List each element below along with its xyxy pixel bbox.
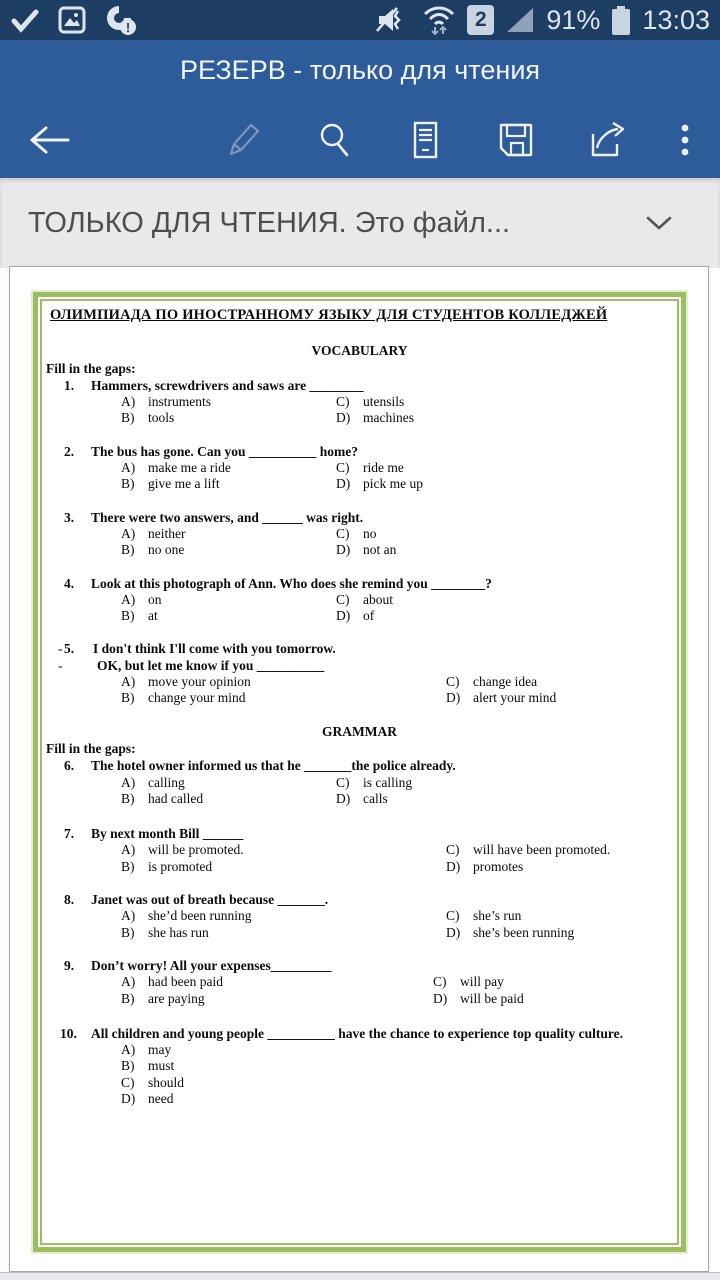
option: A) move your opinion (121, 674, 251, 690)
section-heading-vocabulary: VOCABULARY (311, 343, 408, 359)
option: A) neither (121, 525, 186, 541)
save-icon (494, 118, 538, 162)
save-button[interactable] (494, 118, 538, 162)
option: A) will be promoted. (121, 842, 244, 858)
option: D) not an (336, 542, 397, 558)
option: B) give me a lift (121, 476, 220, 492)
question-8: 8. Janet was out of breath because _______. A) she’d been running C) she’s run B) she has run D) she’s been running (46, 892, 673, 941)
search-icon (312, 118, 356, 162)
option: C) will pay (433, 974, 504, 990)
section-heading-grammar: GRAMMAR (322, 723, 397, 739)
chevron-down-icon[interactable] (644, 214, 674, 232)
option: C) utensils (336, 394, 405, 410)
app-bar (0, 40, 720, 178)
question-3: 3. There were two answers, and ______ was right. A) neither C) no B) no one D) not an (46, 510, 673, 559)
wifi-icon (420, 3, 458, 37)
overflow-menu-icon (678, 118, 692, 162)
option: C) should (121, 1074, 185, 1090)
battery-percent: 91% (546, 4, 601, 35)
option: D) will be paid (433, 990, 524, 1006)
doc-heading: ОЛИМПИАДА ПО ИНОСТРАННОМУ ЯЗЫКУ ДЛЯ СТУДЕНТОВ КОЛЛЕДЖЕЙ (50, 307, 608, 323)
back-button[interactable] (24, 118, 74, 162)
option: C) ride me (336, 460, 404, 476)
option: C) change idea (446, 674, 538, 690)
page-border-frame (33, 292, 686, 1252)
option: D) alert your mind (446, 690, 557, 706)
question-stem: Look at this photograph of Ann. Who does she remind you ________? (91, 575, 492, 591)
option: D) machines (336, 410, 414, 426)
question-7: 7. By next month Bill ______ A) will be promoted. C) will have been promoted. B) is promoted D) promotes (46, 826, 673, 875)
read-view-icon (403, 118, 447, 162)
option: A) may (121, 1042, 172, 1058)
signal-icon (503, 4, 537, 36)
clock: 13:03 (642, 4, 710, 35)
option: B) change your mind (121, 690, 246, 706)
question-2: 2. The bus has gone. Can you __________ home? A) make me a ride C) ride me B) give me a lift D) pick me up (46, 444, 673, 493)
option: B) no one (121, 542, 185, 558)
option: C) will have been promoted. (446, 842, 611, 858)
option: D) she’s been running (446, 924, 575, 940)
option: D) calls (336, 790, 388, 806)
document-scroll-area[interactable] (0, 268, 720, 1280)
disc-alert-icon (104, 3, 138, 37)
option: B) at (121, 608, 158, 624)
dialogue-line: - OK, but let me know if you __________ (58, 657, 325, 673)
question-4: 4. Look at this photograph of Ann. Who does she remind you ________? A) on C) about B) at D) of (46, 576, 673, 625)
option: B) had called (121, 790, 204, 806)
read-only-banner-text: ТОЛЬКО ДЛЯ ЧТЕНИЯ. Это файл... (28, 206, 511, 239)
overflow-menu-button[interactable] (678, 118, 692, 162)
question-6: 6. The hotel owner informed us that he _______the police already. A) calling C) is calling B) had called D) calls (46, 758, 673, 807)
option: C) no (336, 525, 377, 541)
battery-icon (609, 3, 633, 37)
search-button[interactable] (312, 118, 356, 162)
sim-card-icon: 2 (467, 5, 494, 35)
edit-pencil-icon (221, 118, 265, 162)
gallery-icon (56, 4, 88, 36)
question-stem: There were two answers, and ______ was right. (91, 509, 364, 525)
page-bottom-edge (0, 1272, 720, 1280)
instruction-label: Fill in the gaps: (46, 360, 136, 376)
edit-button[interactable] (221, 118, 265, 162)
option: B) is promoted (121, 858, 213, 874)
question-stem: The bus has gone. Can you __________ home? (91, 443, 359, 459)
question-stem: Janet was out of breath because _______. (91, 892, 329, 908)
option: A) she’d been running (121, 908, 252, 924)
option: D) pick me up (336, 476, 423, 492)
question-stem: The hotel owner informed us that he _______the police already. (91, 758, 456, 774)
option: C) she’s run (446, 908, 522, 924)
status-bar (0, 0, 720, 40)
question-1: 1. Hammers, screwdrivers and saws are ________ A) instruments C) utensils B) tools D) machines (46, 378, 673, 427)
option: D) promotes (446, 858, 524, 874)
read-only-banner[interactable] (0, 178, 720, 268)
option: D) of (336, 608, 375, 624)
document-content (46, 307, 673, 1107)
option: B) tools (121, 410, 175, 426)
option: A) instruments (121, 394, 211, 410)
option: A) had been paid (121, 974, 223, 990)
option: A) calling (121, 774, 185, 790)
option: B) must (121, 1058, 175, 1074)
option: B) she has run (121, 924, 209, 940)
option: A) on (121, 591, 162, 607)
share-icon (585, 118, 631, 162)
read-view-button[interactable] (403, 118, 447, 162)
question-stem: All children and young people __________ have the chance to experience top quality culture. (91, 1025, 624, 1041)
dialogue-line: - I don't think I'll come with you tomorrow. (58, 641, 336, 657)
option: D) need (121, 1090, 174, 1106)
question-10: 10. All children and young people __________ have the chance to experience top quality culture. A) may B) must C) should D) need (46, 1026, 673, 1107)
question-9: 9. Don’t worry! All your expenses_________ A) had been paid C) will pay B) are paying D) will be paid (46, 958, 673, 1007)
svg-text:!: ! (125, 20, 131, 35)
question-5: 5. - I don't think I'll come with you tomorrow. - OK, but let me know if you __________ A) move your opinion C) change idea B) change your mind D) alert your mind (46, 641, 673, 706)
option: C) about (336, 591, 393, 607)
option: A) make me a ride (121, 460, 231, 476)
mute-vibrate-icon (373, 3, 411, 37)
question-stem: Don’t worry! All your expenses_________ (91, 957, 332, 973)
option: B) are paying (121, 990, 205, 1006)
instruction-label: Fill in the gaps: (46, 740, 136, 756)
check-icon (10, 5, 40, 35)
toolbar (0, 102, 720, 178)
document-page (9, 266, 709, 1272)
question-stem: By next month Bill ______ (91, 826, 244, 842)
option: C) is calling (336, 774, 413, 790)
question-stem: Hammers, screwdrivers and saws are ________ (91, 377, 364, 393)
share-button[interactable] (585, 118, 631, 162)
document-title-bar: РЕЗЕРВ - только для чтения (179, 55, 541, 85)
back-arrow-icon (24, 118, 74, 162)
